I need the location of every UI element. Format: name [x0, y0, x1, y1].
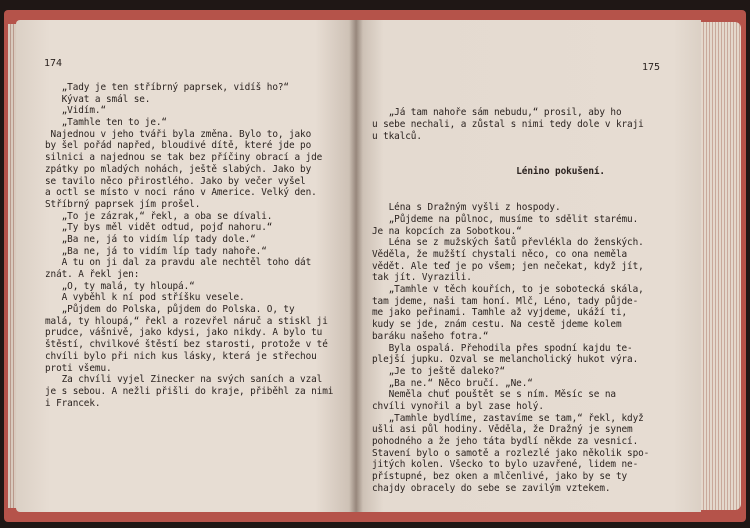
text-line: „Je to ještě daleko?“: [372, 365, 506, 377]
right-page-text: [372, 84, 649, 518]
text-line: ušli asi půl hodiny. Věděla, že Dražný je synem: [372, 424, 633, 436]
text-line: „Ba ne.“ Něco bručí. „Ne.“: [372, 377, 533, 389]
text-line: chvíli vynořil a byl zase holý.: [372, 400, 544, 412]
text-line: tak jít. Vyrazili.: [372, 272, 472, 284]
left-page-number: 174: [44, 58, 63, 69]
text-line: „Já tam nahoře sám nebudu,“ prosil, aby ho: [372, 107, 622, 119]
text-line: proti všemu.: [45, 362, 112, 374]
text-line: „Půjdem do Polska, půjdem do Polska. O, ty: [45, 304, 295, 316]
right-page-edges: [701, 22, 741, 510]
text-line: jitých kolen. Všecko to bylo uzavřené, lidem ne-: [372, 459, 639, 471]
text-line: me jako peřinami. Tamhle až vyjdeme, ukáží ti,: [372, 307, 628, 319]
text-line: „Vidím.“: [45, 105, 106, 117]
text-line: silnici a najednou se tak bez příčiny obrací a jde: [45, 152, 323, 164]
text-line: a octl se místo v noci ráno v Americe. Velký den.: [45, 187, 317, 199]
text-line: kudy se jde, znám cestu. Na cestě jdeme kolem: [372, 319, 622, 331]
text-line: Kývat a smál se.: [45, 93, 151, 105]
text-line: Léna se z mužských šatů převlékla do ženských.: [372, 237, 644, 249]
text-line: plejší jupku. Ozval se melancholický hukot výra.: [372, 354, 639, 366]
text-line: Za chvíli vyjel Zinecker na svých saních a vzal: [45, 374, 323, 386]
chapter-heading: Lénino pokušení.: [516, 165, 605, 177]
text-line: „Půjdeme na půlnoc, musíme to sdělit starému.: [372, 213, 639, 225]
text-line: tam jdeme, naši tam honí. Mlč, Léno, tady půjde-: [372, 295, 639, 307]
text-line: „Tamhle bydlíme, zastavíme se tam,“ řekl, když: [372, 412, 644, 424]
right-text-after-heading: [372, 202, 649, 494]
text-line: i Francek.: [45, 397, 101, 409]
text-line: „Tady je ten stříbrný paprsek, vidíš ho?“: [45, 82, 289, 93]
right-text-before-heading: [372, 107, 649, 142]
text-line: štěstí, chvilkové štěstí bez starosti, protože v té: [45, 339, 328, 351]
text-line: je s sebou. A nežli přišli do kraje, přiběhl za nimi: [45, 385, 334, 397]
text-line: malá, ty hloupá,“ řekl a rozevřel náruč a stiskl ji: [45, 315, 328, 327]
text-line: prudce, vášnivě, jako kdysi, jako nikdy. A bylo tu: [45, 327, 323, 339]
text-line: Je na kopcích za Sobotkou.“: [372, 225, 522, 237]
text-line: přístupné, bez oken a mlčenlivé, jako by se ty: [372, 471, 628, 483]
text-line: „To je zázrak,“ řekl, a oba se dívali.: [45, 210, 273, 222]
right-page: [356, 20, 701, 512]
text-line: A tu on ji dal za pravdu ale nechtěl toho dát: [45, 257, 312, 269]
text-line: baráku našeho fotra.“: [372, 330, 489, 342]
text-line: „O, ty malá, ty hloupá.“: [45, 280, 195, 292]
text-line: Stavení bylo o samotě a rozlezlé jako několik spo-: [372, 447, 650, 459]
text-line: Najednou v jeho tváři byla změna. Bylo to, jako: [45, 128, 312, 140]
text-line: Věděla, že mužští chystali něco, co ona neměla: [372, 249, 628, 261]
text-line: „Tamhle v těch kouřích, to je sobotecká skála,: [372, 284, 644, 296]
text-line: Neměla chuť pouštět se s ním. Měsíc se na: [372, 389, 616, 401]
text-line: „Ba ne, já to vidím líp tady nahoře.“: [45, 245, 267, 257]
left-page-text: [45, 82, 333, 409]
text-line: pohodného a že jeho táta bydlí někde za vesnicí.: [372, 436, 639, 448]
text-line: u tkalců.: [372, 130, 422, 142]
text-line: Stříbrný paprsek jím prošel.: [45, 198, 201, 210]
text-line: chajdy obracely do sebe se zavilým vztekem.: [372, 482, 611, 494]
text-line: Byla ospalá. Přehodila přes spodní kajdu te-: [372, 342, 633, 354]
right-page-number: 175: [642, 62, 661, 73]
text-line: Léna s Dražným vyšli z hospody.: [372, 202, 561, 214]
text-line: „Ty bys měl vidět odtud, pojď nahoru.“: [45, 222, 273, 234]
text-line: by šel pořád napřed, bloudivé dítě, které jde po: [45, 140, 312, 152]
text-line: zpátky po mladých nohách, ještě slabých. Jako by: [45, 163, 312, 175]
left-page: [16, 20, 356, 512]
text-line: u sebe nechali, a zůstal s nimi tedy dole v kraji: [372, 119, 644, 131]
text-line: znát. A řekl jen:: [45, 269, 140, 280]
text-line: chvíli bylo při nich kus lásky, která je střechou: [45, 350, 317, 362]
text-line: A vyběhl k ní pod stříšku vesele.: [45, 292, 245, 304]
text-line: vědět. Ale teď je po všem; jen nečekat, když jít,: [372, 260, 644, 272]
text-line: „Ba ne, já to vidím líp tady dole.“: [45, 233, 256, 245]
text-line: se tavilo něco přirostlého. Jako by večer vyšel: [45, 175, 306, 187]
book-spine: [349, 20, 363, 512]
text-line: „Tamhle ten to je.“: [45, 117, 167, 129]
